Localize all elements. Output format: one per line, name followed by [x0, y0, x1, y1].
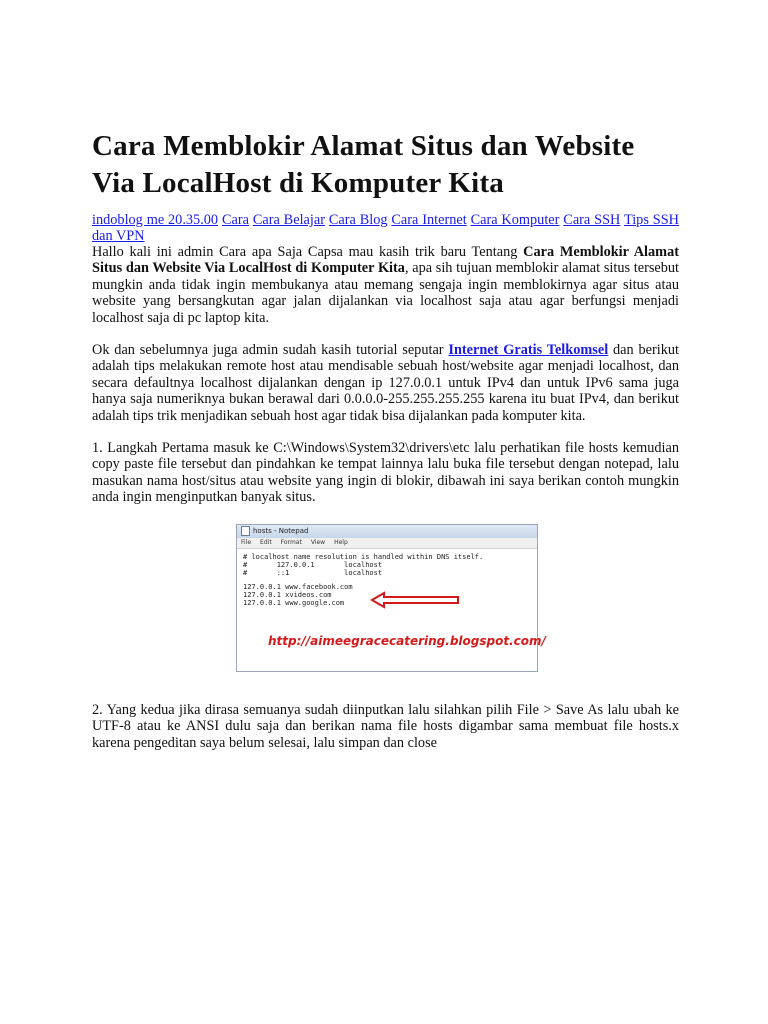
menu-file: File — [241, 539, 252, 547]
notepad-menubar — [237, 538, 537, 549]
tag-link[interactable]: Cara Blog — [328, 212, 388, 228]
hosts-entry-line: 127.0.0.1 xvideos.com — [243, 590, 332, 599]
hosts-entry-line: 127.0.0.1 www.google.com — [243, 598, 345, 607]
notepad-window-title: hosts - Notepad — [253, 527, 309, 536]
tag-link[interactable]: Cara Komputer — [470, 212, 560, 228]
article-body — [92, 128, 679, 751]
author-date-link[interactable]: indoblog me 20.35.00 — [92, 212, 219, 228]
article-title — [92, 128, 679, 202]
menu-format: Format — [280, 539, 302, 547]
notepad-icon — [241, 526, 250, 536]
paragraph-intro: Hallo kali ini admin Cara apa Saja Capsa mau kasih trik baru Tentang Cara Memblokir Alamat Situs dan Website Via LocalHost di Komputer Kita, apa sih tujuan memblokir alamat situs tersebut mungkin anda tidak ingin membukanya atau memang sengaja ingin memblokirnya agar situs atau website yang bersangkutan agar jalan dijalankan via localhost saja atau agar berfungsi menjadi localhost saja di pc laptop kita. — [92, 244, 680, 326]
tag-link[interactable]: Cara SSH — [563, 212, 621, 228]
paragraph-step-2: 2. Yang kedua jika dirasa semuanya sudah diinputkan lalu silahkan pilih File > Save As lalu ubah ke UTF-8 atau ke ANSI dulu saja dan berikan nama file hosts digambar sama membuat file hosts.x karena pengeditan saya belum selesai, lalu simpan dan close — [92, 701, 679, 751]
title-line-1: Cara Memblokir Alamat Situs dan Website — [92, 130, 635, 162]
hosts-comment-line: # ::1 localhost — [243, 568, 383, 577]
menu-edit: Edit — [260, 539, 272, 547]
paragraph-tutorial: Ok dan sebelumnya juga admin sudah kasih tutorial seputar Internet Gratis Telkomsel dan berikut adalah tips melakukan remote host atau mendisable sebuah host/website agar menjadi localhost, dan secara defaultnya localhost dijalankan dengan ip 127.0.0.1 untuk IPv4 dan untuk IPv6 sama juga hanya saja numeriknya bukan berawal dari 0.0.0.0-255.255.255.255 karena itu buat IPv4, dan berikut adalah tips trik menjadikan sebuah host agar tidak bisa dijalankan pada komputer kita. — [92, 342, 679, 424]
red-arrow-icon — [370, 590, 462, 610]
hosts-notepad-screenshot — [236, 524, 546, 672]
hosts-comment-line: # localhost name resolution is handled within DNS itself. — [243, 552, 484, 561]
notepad-titlebar — [237, 525, 537, 538]
hosts-comment-line: # 127.0.0.1 localhost — [243, 560, 383, 569]
hosts-entry-line: 127.0.0.1 www.facebook.com — [243, 582, 353, 591]
menu-help: Help — [334, 539, 348, 547]
tag-link[interactable]: Cara Belajar — [252, 212, 325, 228]
internet-gratis-link[interactable]: Internet Gratis Telkomsel — [448, 342, 609, 359]
blog-watermark: http://aimeegracecatering.blogspot.com/ — [268, 633, 546, 648]
tag-link[interactable]: Cara Internet — [391, 212, 467, 228]
tag-link[interactable]: Cara — [221, 212, 249, 228]
paragraph-step-1: 1. Langkah Pertama masuk ke C:\Windows\System32\drivers\etc lalu perhatikan file hosts kemudian copy paste file tersebut dan pindahkan ke tempat lainnya lalu buka file tersebut dengan notepad, lalu masukan nama host/situs atau website yang ingin di blokir, dibawah ini saya berikan contoh mungkin anda ingin menginputkan banyak situs. — [92, 440, 679, 506]
title-line-2: Via LocalHost di Komputer Kita — [92, 167, 504, 199]
tag-link[interactable]: Tips SSH dan VPN — [92, 212, 679, 244]
menu-view: View — [310, 539, 326, 547]
bold-topic: Cara Memblokir Alamat Situs dan Website Via LocalHost di Komputer Kita — [92, 244, 679, 277]
post-meta — [92, 212, 679, 244]
